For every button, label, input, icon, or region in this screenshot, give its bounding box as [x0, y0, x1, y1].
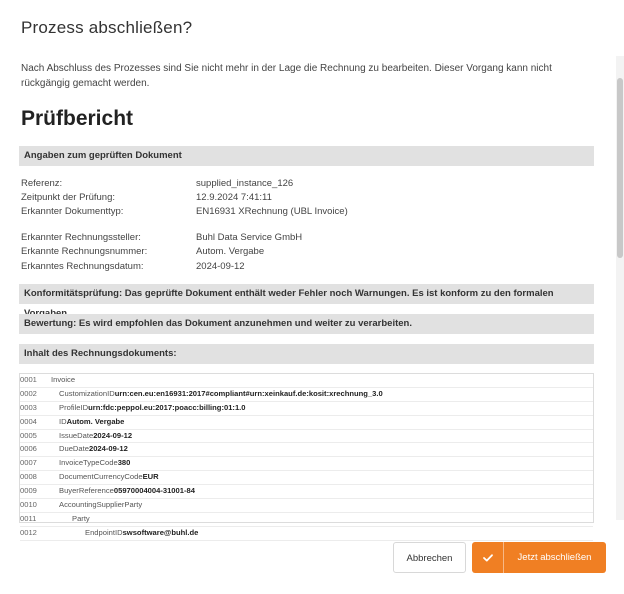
- check-icon: [472, 542, 504, 573]
- field-value: Autom. Vergabe: [196, 246, 265, 257]
- line-number: 0005: [20, 430, 37, 440]
- xml-tag: InvoiceTypeCode: [59, 458, 118, 468]
- field-value: EN16931 XRechnung (UBL Invoice): [196, 206, 348, 217]
- line-number: 0004: [20, 416, 37, 426]
- field-label: Referenz:: [21, 178, 63, 189]
- xml-line: [20, 430, 593, 444]
- xml-line: [20, 388, 593, 402]
- field-row-check-time: [21, 192, 581, 206]
- section-document-info: Angaben zum geprüften Dokument: [19, 146, 594, 166]
- report-title: Prüfbericht: [21, 107, 134, 130]
- xml-tag: Invoice: [51, 375, 76, 384]
- field-label: Erkannter Rechnungssteller:: [21, 232, 141, 243]
- xml-line: [20, 499, 593, 513]
- section-invoice-content: Inhalt des Rechnungsdokuments:: [19, 344, 594, 364]
- xml-line: [20, 527, 593, 541]
- xml-line: [20, 402, 593, 416]
- field-row-invoice-number: [21, 246, 581, 260]
- field-label: Erkannter Dokumenttyp:: [21, 206, 124, 217]
- xml-tag: IssueDate: [59, 430, 94, 440]
- line-number: 0012: [20, 527, 37, 537]
- xml-tag: DueDate: [59, 444, 89, 454]
- xml-tag: DocumentCurrencyCode: [59, 472, 143, 482]
- field-value: 12.9.2024 7:41:11: [196, 192, 272, 203]
- cancel-button[interactable]: Abbrechen: [393, 542, 466, 573]
- xml-line: [20, 485, 593, 499]
- confirm-button-label: Jetzt abschließen: [517, 552, 592, 563]
- xml-line: [20, 471, 593, 485]
- xml-tag: CustomizationID: [59, 388, 115, 398]
- report-scroll-area[interactable]: [0, 56, 614, 537]
- line-number: 0011: [20, 513, 37, 523]
- field-row-issuer: [21, 232, 581, 246]
- field-label: Erkannte Rechnungsnummer:: [21, 246, 148, 257]
- xml-value: urn:fdc:peppol.eu:2017:poacc:billing:01:1.0: [88, 402, 246, 412]
- section-conformity: Konformitätsprüfung: Das geprüfte Dokument enthält weder Fehler noch Warnungen. Es ist konform zu den formalen: [19, 284, 594, 304]
- line-number: 0009: [20, 486, 37, 496]
- confirm-button[interactable]: [472, 542, 606, 573]
- xml-tag: ID: [59, 416, 67, 426]
- line-number: 0010: [20, 500, 37, 510]
- xml-line: [20, 513, 593, 527]
- xml-tag: AccountingSupplierParty: [59, 500, 143, 510]
- xml-tag: EndpointID: [85, 527, 123, 537]
- xml-value: urn:cen.eu:en16931:2017#compliant#urn:xeinkauf.de:kosit:xrechnung_3.0: [114, 388, 383, 398]
- field-value: supplied_instance_126: [196, 178, 294, 189]
- xml-value: 2024-09-12: [93, 430, 133, 440]
- scrollbar-thumb[interactable]: [617, 78, 623, 258]
- field-row-invoice-date: [21, 261, 581, 275]
- intro-text: Nach Abschluss des Prozesses sind Sie nicht mehr in der Lage die Rechnung zu bearbeiten. Dieser Vorgang kann nicht rückgängig gemacht werden.: [21, 63, 552, 89]
- field-row-reference: [21, 178, 581, 192]
- field-row-document-type: [21, 206, 581, 220]
- xml-tag: Party: [72, 513, 90, 523]
- line-number: 0006: [20, 444, 37, 454]
- line-number: 0003: [20, 402, 37, 412]
- field-label: Erkanntes Rechnungsdatum:: [21, 261, 144, 272]
- field-value: 2024-09-12: [196, 261, 245, 272]
- section-assessment: Bewertung: Es wird empfohlen das Dokument anzunehmen und weiter zu verarbeiten.: [19, 314, 594, 334]
- xml-value: 380: [117, 458, 131, 468]
- xml-content-viewer[interactable]: [19, 373, 594, 537]
- dialog-title: Prozess abschließen?: [21, 18, 193, 37]
- field-label: Zeitpunkt der Prüfung:: [21, 192, 115, 203]
- xml-tag: BuyerReference: [59, 486, 114, 496]
- xml-line: [20, 416, 593, 430]
- xml-value: swsoftware@buhl.de: [122, 527, 199, 537]
- line-number: 0002: [20, 388, 37, 398]
- xml-value: 2024-09-12: [88, 444, 128, 454]
- line-number: 0001: [20, 375, 37, 384]
- xml-line: [20, 443, 593, 457]
- vertical-scrollbar[interactable]: [616, 56, 624, 520]
- xml-line: [20, 374, 593, 388]
- xml-tag: ProfileID: [59, 402, 89, 412]
- xml-value: Autom. Vergabe: [66, 416, 125, 426]
- line-number: 0008: [20, 472, 37, 482]
- field-value: Buhl Data Service GmbH: [196, 232, 303, 243]
- xml-line: [20, 457, 593, 471]
- xml-value: 05970004004-31001-84: [113, 486, 195, 496]
- line-number: 0007: [20, 458, 37, 468]
- xml-value: EUR: [142, 472, 159, 482]
